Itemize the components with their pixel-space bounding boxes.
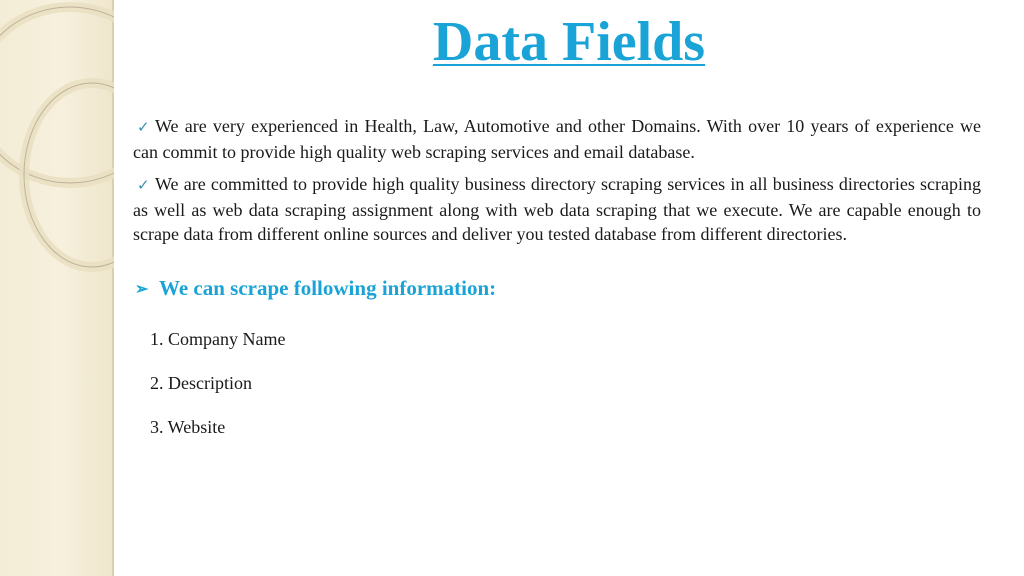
subheading bbox=[133, 276, 981, 301]
check-icon: ✓ bbox=[137, 120, 150, 136]
slide-content bbox=[133, 114, 981, 459]
list-item: 3. Website bbox=[150, 417, 226, 437]
slide-title: Data Fields bbox=[432, 11, 706, 73]
arrow-bullet-icon: ➢ bbox=[135, 280, 149, 298]
decorative-left-panel bbox=[0, 0, 114, 576]
check-icon: ✓ bbox=[137, 178, 150, 194]
bullet-text-2: We are committed to provide high quality business directory scraping services in all business directories scraping as well as web data scraping assignment along with web data scraping that we execute. We are capable enough to scrape data from different online sources and deliver you tested database from different directories. bbox=[133, 174, 981, 244]
bullet-text-1: We are very experienced in Health, Law, Automotive and other Domains. With over 10 years of experience we can commit to provide high quality web scraping services and email database. bbox=[133, 116, 981, 162]
list-item: 2. Description bbox=[150, 373, 252, 393]
decorative-rings bbox=[0, 0, 114, 576]
subheading-text: We can scrape following information: bbox=[159, 276, 497, 300]
list-item: 1. Company Name bbox=[150, 329, 286, 349]
information-list bbox=[150, 327, 981, 439]
bullet-paragraph-1 bbox=[133, 114, 981, 164]
bullet-paragraph-2 bbox=[133, 172, 981, 246]
